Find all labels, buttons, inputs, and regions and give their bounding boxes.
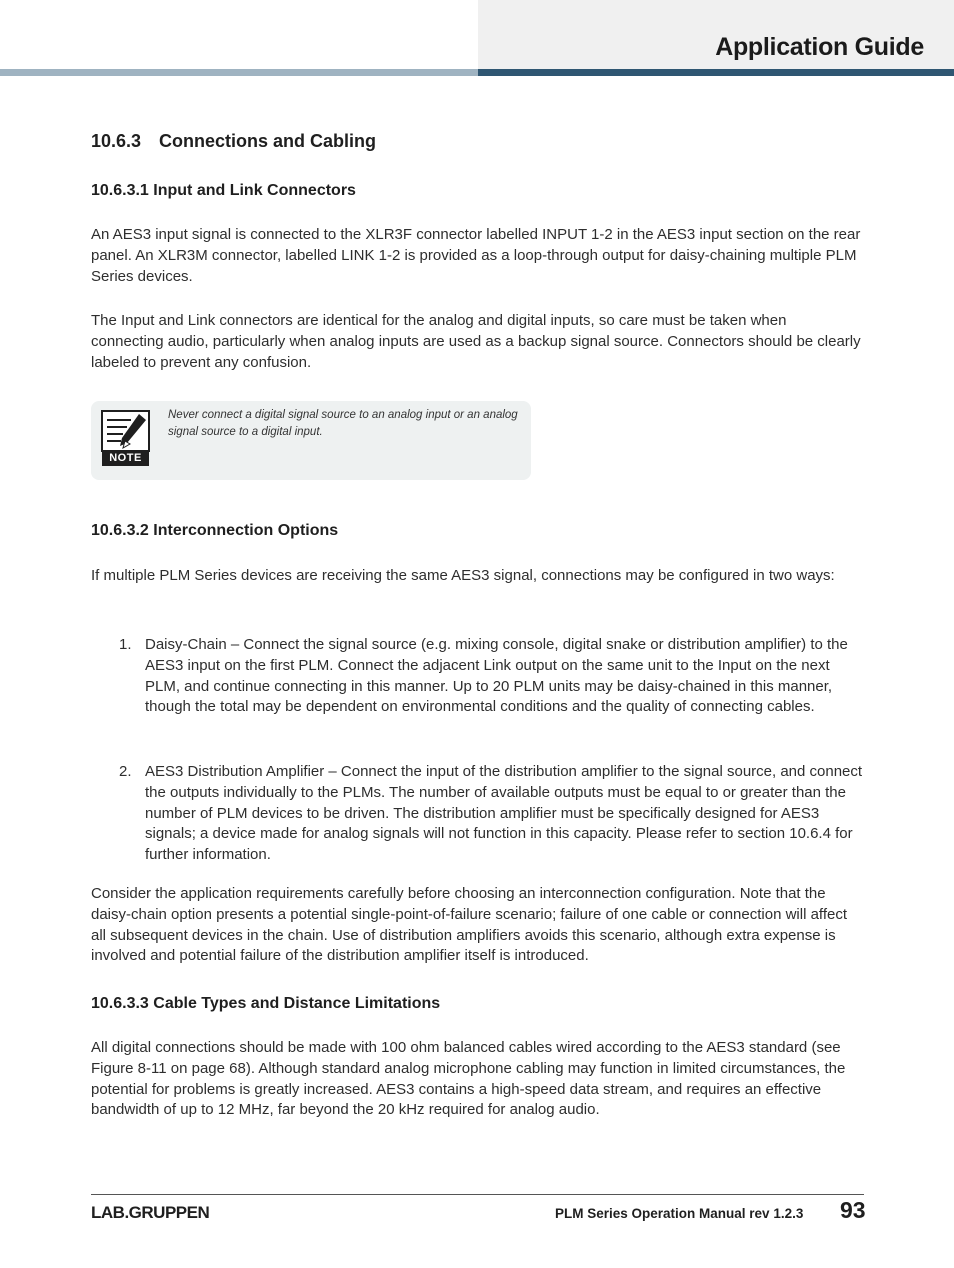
list-item-text: AES3 Distribution Amplifier – Connect the input of the distribution amplifier to the signal source, and connect the outputs individually to the PLMs. The number of available outputs must be equal to or greater than the number of PLM devices to be driven. The distribution amplifier must be specifically designed for AES3 signals; a device made for analog signals will not function in this capacity. Please refer to section 10.6.4 for further information.	[145, 763, 863, 864]
note-label: NOTE	[109, 452, 142, 464]
note-text: Never connect a digital signal source to an analog input or an analog signal source to a digital input.	[168, 409, 518, 438]
footer-rule	[91, 1194, 864, 1195]
footer-manual-title: PLM Series Operation Manual rev 1.2.3	[555, 1206, 804, 1221]
subsection-heading-interconnection: 10.6.3.2 Interconnection Options	[91, 522, 339, 539]
list-item-number: 2.	[119, 763, 132, 780]
paragraph: Consider the application requirements carefully before choosing an interconnection configuration. Note that the daisy-chain option presents a potential single-point-of-failure scenario; failure of one cable or connection will affect all subsequent devices in the chain. Use of distribution amplifiers avoids this scenario, although extra expense is involved and potential failure of the distribution amplifier itself is introduced.	[91, 885, 847, 965]
section-heading	[91, 131, 376, 152]
paragraph: The Input and Link connectors are identical for the analog and digital inputs, so care must be taken when connecting audio, particularly when analog inputs are used as a backup signal source. Connectors should be clearly labeled to prevent any confusion.	[91, 312, 861, 371]
lab-gruppen-logo	[91, 1203, 256, 1221]
subsection-heading-cable-types: 10.6.3.3 Cable Types and Distance Limitations	[91, 995, 441, 1012]
paragraph: An AES3 input signal is connected to the XLR3F connector labelled INPUT 1-2 in the AES3 input section on the rear panel. An XLR3M connector, labelled LINK 1-2 is provided as a loop-through output for daisy-chaining multiple PLM Series devices.	[91, 226, 861, 285]
section-number: 10.6.3	[91, 131, 142, 151]
list-item-number: 1.	[119, 636, 132, 653]
header-bar-dark	[478, 69, 954, 76]
paragraph: If multiple PLM Series devices are receiving the same AES3 signal, connections may be configured in two ways:	[91, 567, 835, 584]
page-number: 93	[840, 1197, 866, 1223]
header-panel	[478, 0, 954, 70]
list-item-text: Daisy-Chain – Connect the signal source (e.g. mixing console, digital snake or distribution amplifier) to the AES3 input on the first PLM. Connect the adjacent Link output on the same unit to the Input on the next PLM, and continue connecting in this manner. Up to 20 PLM units may be daisy-chained in this manner, though the total may be dependent on environmental conditions and the quality of connecting cables.	[145, 636, 848, 716]
subsection-heading-input-link: 10.6.3.1 Input and Link Connectors	[91, 182, 356, 199]
page-title: Application Guide	[715, 33, 924, 61]
header-bar-light	[0, 69, 478, 76]
logo-text: LAB.GRUPPEN	[91, 1203, 210, 1221]
paragraph: All digital connections should be made with 100 ohm balanced cables wired according to the AES3 standard (see Figure 8-11 on page 68). Although standard analog microphone cabling may function in limited circumstances, the potential for problems is greatly increased. AES3 contains a high-speed data stream, and requires an effective bandwidth of up to 12 MHz, far beyond the 20 kHz required for analog audio.	[91, 1039, 846, 1119]
note-box	[91, 401, 531, 480]
section-title: Connections and Cabling	[159, 131, 377, 151]
